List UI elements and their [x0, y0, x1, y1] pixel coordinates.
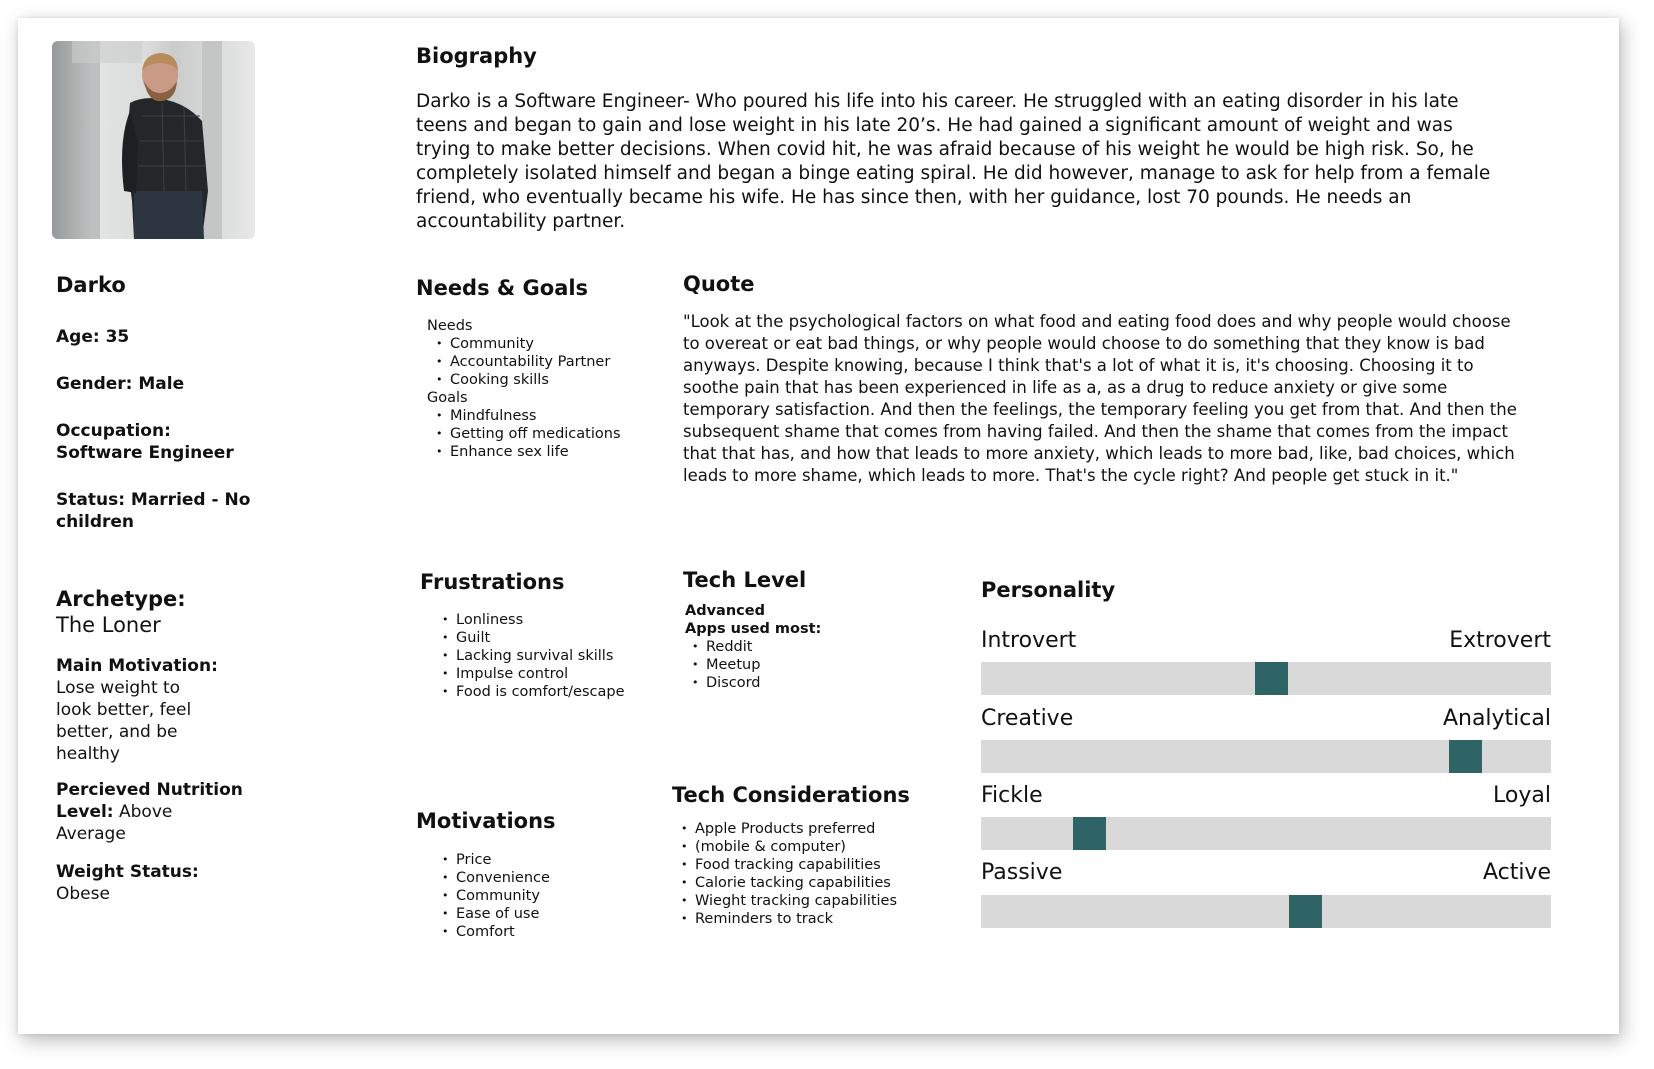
persona-status: Status: Married - No children	[56, 490, 251, 532]
archetype-label: Archetype:	[56, 587, 186, 611]
occupation-label: Occupation:	[56, 421, 171, 441]
person-illustration	[52, 41, 255, 239]
list-item: • Getting off medications	[427, 425, 657, 443]
list-item: • Apple Products preferred	[672, 820, 902, 838]
list-item: • Impulse control	[433, 665, 663, 683]
quote-text: "Look at the psychological factors on what food and eating food does and why people would choose to overeat or eat bad things, or why people would choose to do something that they know is bad anyways. Despite knowing, because I think that's a lot of what it is, it's choosing. Choosing it to soothe pain that has been experienced in life as a, as a drug to reduce anxiety or give some temporary satisfaction. And then the feelings, the temporary feeling you get from that. And then the subsequent shame that comes from having failed. And then the shame that comes from the impact that that has, and how that leads to more anxiety, which leads to more bad, like, bad choices, which leads to more shame, which leads to more. That's the cycle right? And people get stuck in it."	[683, 312, 1517, 485]
weight-label: Weight Status:	[56, 862, 199, 882]
trait-left-label: Passive	[981, 860, 1063, 885]
frustrations-list	[433, 611, 663, 701]
list-item: • Price	[433, 851, 633, 869]
list-item: • Community	[427, 335, 657, 353]
persona-photo	[52, 41, 255, 239]
list-item: • Comfort	[433, 923, 633, 941]
tech-level-heading: Tech Level	[683, 568, 807, 592]
goals-label: Goals	[427, 390, 468, 406]
motivations-list	[433, 851, 633, 941]
list-item: • Convenience	[433, 869, 633, 887]
main-motivation-value: Lose weight to look better, feel better, and be healthy	[56, 678, 192, 764]
weight-status	[56, 861, 276, 905]
nutrition-value: Above Average	[56, 802, 173, 844]
personality-slider-thumb	[1073, 817, 1106, 850]
trait-left-label: Introvert	[981, 628, 1077, 653]
list-item: • Reddit	[683, 638, 905, 656]
tech-level-info	[685, 602, 905, 692]
personality-slider-track	[981, 895, 1551, 928]
trait-right-label: Analytical	[1442, 706, 1551, 731]
tech-considerations-heading: Tech Considerations	[672, 783, 910, 807]
list-item: • Reminders to track	[672, 910, 902, 928]
list-item: • Calorie tacking capabilities	[672, 874, 902, 892]
motivations-heading: Motivations	[416, 809, 556, 833]
persona-age: Age: 35	[56, 327, 130, 347]
list-item: • Enhance sex life	[427, 443, 657, 461]
list-item: • Meetup	[683, 656, 905, 674]
weight-value: Obese	[56, 884, 110, 904]
personality-slider-thumb	[1255, 662, 1288, 695]
needs-label: Needs	[427, 318, 473, 334]
list-item: • Mindfulness	[427, 407, 657, 425]
tech-considerations-list	[672, 820, 902, 928]
list-item: • Discord	[683, 674, 905, 692]
quote-heading: Quote	[683, 272, 755, 296]
occupation-value: Software Engineer	[56, 443, 234, 463]
personality-slider-thumb	[1289, 895, 1322, 928]
main-motivation	[56, 655, 276, 765]
trait-left-label: Creative	[981, 706, 1074, 731]
nutrition-level	[56, 779, 246, 845]
personality-heading: Personality	[981, 578, 1116, 602]
apps-label: Apps used most:	[685, 621, 822, 637]
persona-gender: Gender: Male	[56, 374, 185, 394]
list-item: • Lacking survival skills	[433, 647, 663, 665]
trait-right-label: Active	[1482, 860, 1551, 885]
list-item: • Guilt	[433, 629, 663, 647]
nutrition-label: Percieved Nutrition Level:	[56, 780, 243, 822]
needs-goals-list	[427, 317, 657, 461]
persona-occupation	[56, 420, 266, 464]
biography-text: Darko is a Software Engineer- Who poured his life into his career. He struggled with an eating disorder in his late teens and began to gain and lose weight in his late 20’s. He had gained a significant amount of weight and was trying to make better decisions. When covid hit, he was afraid because of his weight he would be high risk. So, he completely isolated himself and began a binge eating spiral. He did however, manage to ask for help from a female friend, who eventually became his wife. He has since then, with her guidance, lost 70 pounds. He needs an accountability partner.	[416, 91, 1491, 232]
personality-slider-track	[981, 817, 1551, 850]
archetype-value: The Loner	[56, 613, 161, 637]
biography-heading: Biography	[416, 44, 537, 68]
frustrations-heading: Frustrations	[420, 570, 565, 594]
trait-right-label: Loyal	[1493, 783, 1551, 808]
list-item: • Accountability Partner	[427, 353, 657, 371]
list-item: • Lonliness	[433, 611, 663, 629]
needs-goals-heading: Needs & Goals	[416, 276, 589, 300]
trait-left-label: Fickle	[981, 783, 1043, 808]
trait-right-label: Extrovert	[1449, 628, 1551, 653]
list-item: • Wieght tracking capabilities	[672, 892, 902, 910]
tech-level-value: Advanced	[685, 603, 765, 619]
list-item: • Ease of use	[433, 905, 633, 923]
personality-slider-track	[981, 662, 1551, 695]
personality-slider-thumb	[1449, 740, 1482, 773]
list-item: • Community	[433, 887, 633, 905]
main-motivation-label: Main Motivation:	[56, 656, 218, 676]
list-item: • Cooking skills	[427, 371, 657, 389]
personality-slider-track	[981, 740, 1551, 773]
list-item: • (mobile & computer)	[672, 838, 902, 856]
list-item: • Food tracking capabilities	[672, 856, 902, 874]
persona-name: Darko	[56, 273, 126, 297]
list-item: • Food is comfort/escape	[433, 683, 663, 701]
